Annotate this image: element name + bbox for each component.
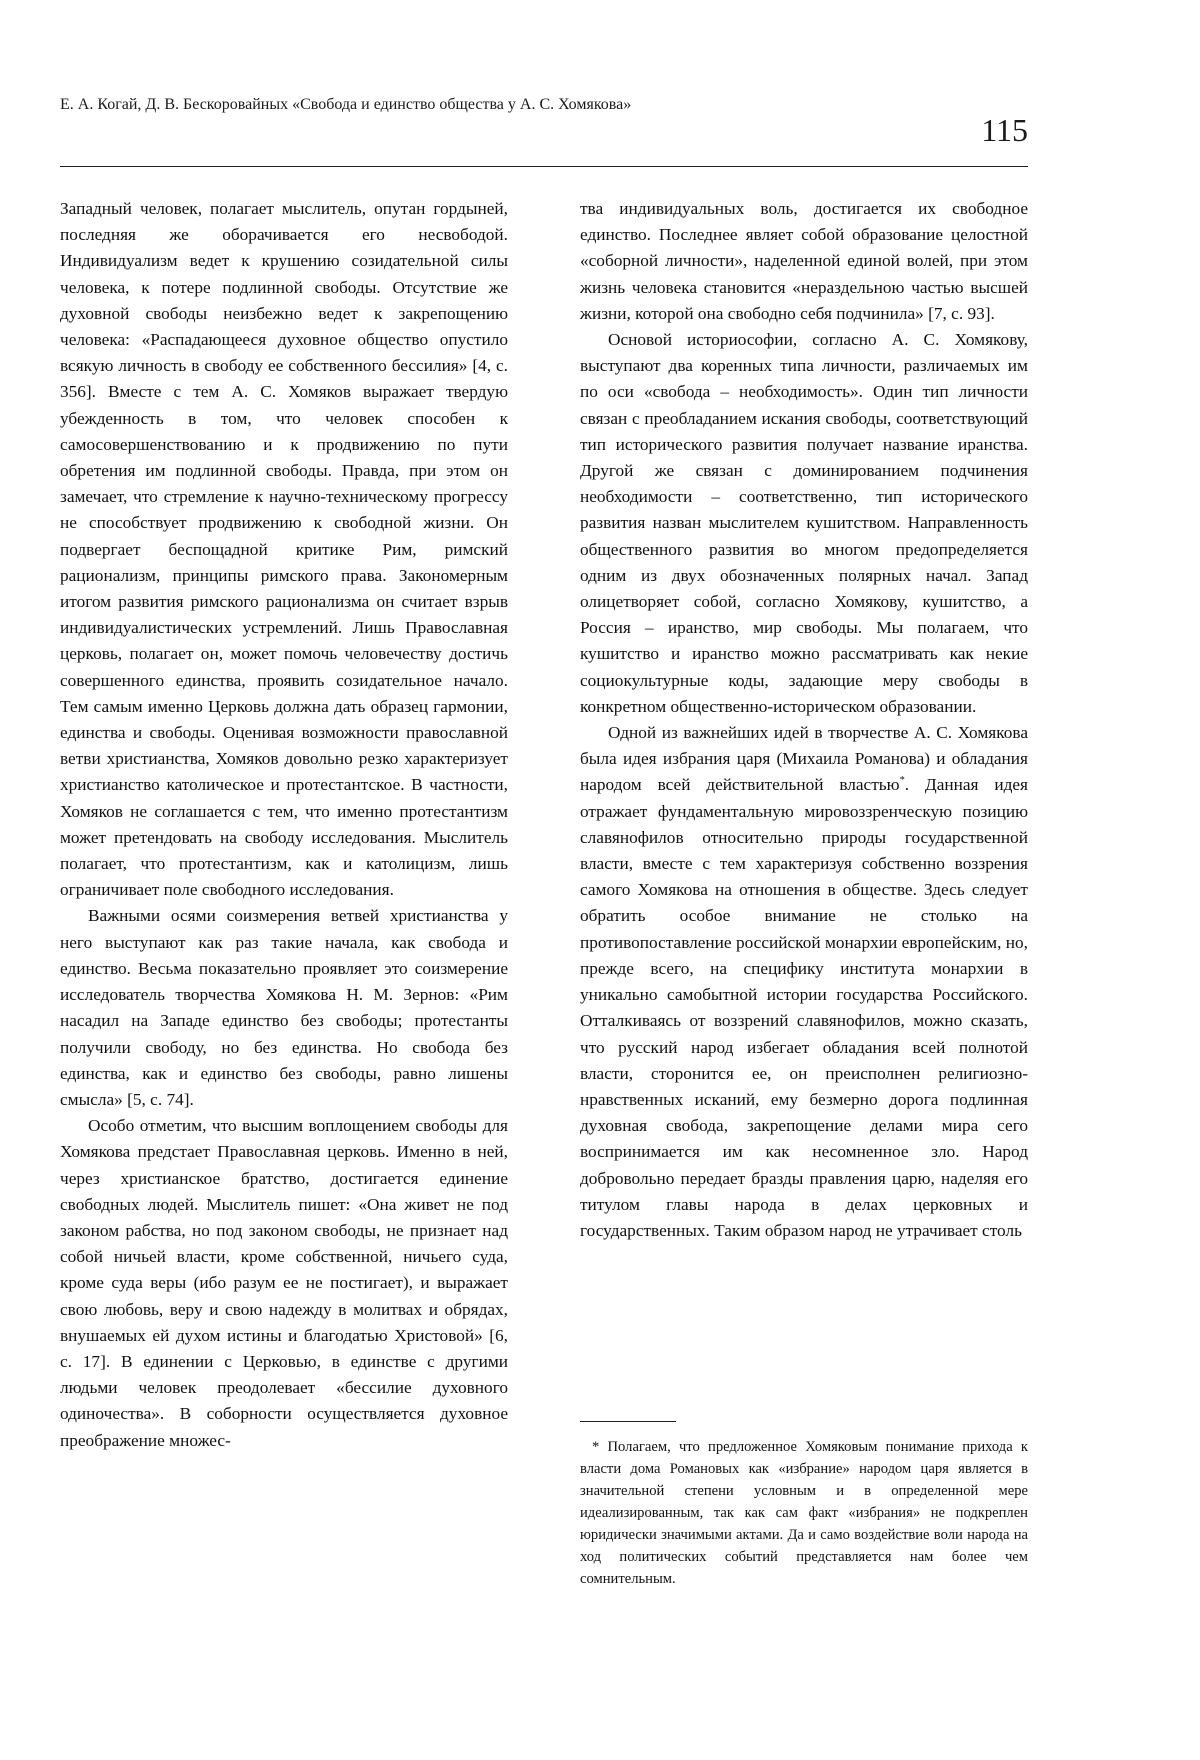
text-column-right: [580, 196, 1028, 1244]
paragraph-text: . Данная идея отражает фундаментальную мировоззренческую позицию славянофилов относительно природы государственной власти, вместе с тем характеризуя собственно воззрения самого Хомякова на отношения в обществе. Здесь следует обратить особое внимание не столько на противопоставление российской монархии европейским, но, прежде всего, на специфику института монархии в уникально самобытной истории государства Российского. Отталкиваясь от воззрений славянофилов, можно сказать, что русский народ избегает обладания всей полнотой власти, сторонится ее, он преисполнен религиозно-нравственных исканий, ему безмерно дорога подлинная духовная свобода, закрепощение делами мира сего воспринимается им как несомненное зло. Народ добровольно передает бразды правления царю, наделяя его титулом главы народа в делах церковных и государственных. Таким образом народ не утрачивает столь: [580, 775, 1028, 1240]
footnote: [580, 1436, 1028, 1590]
paragraph: Основой историософии, согласно А. С. Хомякову, выступают два коренных типа личности, различаемых им по оси «свобода – необходимость». Один тип личности связан с преобладанием искания свободы, соответствующий тип исторического развития получает название иранства. Другой же связан с доминированием подчинения необходимости – соответственно, тип исторического развития назван мыслителем кушитством. Направленность общественного развития во многом предопределяется одним из двух обозначенных полярных начал. Запад олицетворяет собой, согласно Хомякову, кушитство, а Россия – иранство, мир свободы. Мы полагаем, что кушитство и иранство можно рассматривать как некие социокультурные коды, задающие меру свободы в конкретном общественно-историческом образовании.: [580, 330, 1028, 716]
text-column-left: [60, 196, 508, 1454]
footnote-marker: *: [899, 775, 905, 787]
paragraph: [580, 720, 1028, 1244]
paragraph: тва индивидуальных воль, достигается их свободное единство. Последнее являет собой образование целостной «соборной личности», наделенной единой волей, при этом жизнь человека становится «нераздельною частью высшей жизни, которой она свободно себя подчинила» [7, с. 93].: [580, 199, 1028, 323]
paragraph: Западный человек, полагает мыслитель, опутан гордыней, последняя же оборачивается его несвободой. Индивидуализм ведет к крушению созидательной силы человека, к потере подлинной свободы. Отсутствие же духовной свободы неизбежно ведет к закрепощению человека: «Распадающееся духовное общество опустило всякую личность в свободу ее собственного бессилия» [4, с. 356]. Вместе с тем А. С. Хомяков выражает твердую убежденность в том, что человек способен к самосовершенствованию и к продвижению по пути обретения им подлинной свободы. Правда, при этом он замечает, что стремление к научно-техническому прогрессу не способствует продвижению к свободной жизни. Он подвергает беспощадной критике Рим, римский рационализм, принципы римского права. Закономерным итогом развития римского рационализма он считает взрыв индивидуалистических устремлений. Лишь Православная церковь, полагает он, может помочь человечеству достичь совершенного единства, проявить созидательное начало. Тем самым именно Церковь должна дать образец гармонии, единства и свободы. Оценивая возможности православной ветви христианства, Хомяков довольно резко характеризует христианство католическое и протестантское. В частности, Хомяков не соглашается с тем, что именно протестантизм может претендовать на свободу исследования. Мыслитель полагает, что протестантизм, как и католицизм, лишь ограничивает поле свободного исследования.: [60, 199, 508, 900]
footnote-rule: [580, 1421, 676, 1422]
header-rule: [60, 166, 1028, 167]
page-number: 115: [981, 112, 1028, 148]
footnote-text: * Полагаем, что предложенное Хомяковым понимание прихода к власти дома Романовых как «избрание» народом царя является в значительной степени условным и в определенной мере идеализированным, так как сам факт «избрания» не подкреплен юридически значимыми актами. Да и само воздействие воли народа на ход политических событий представляется нам более чем сомнительным.: [580, 1439, 1028, 1587]
paragraph-text: Одной из важнейших идей в творчестве А. С. Хомякова была идея избрания царя (Михаила Романова) и обладания народом всей действительной властью: [580, 723, 1028, 795]
paragraph: Особо отметим, что высшим воплощением свободы для Хомякова предстает Православная церковь. Именно в ней, через христианское братство, достигается единение свободных людей. Мыслитель пишет: «Она живет не под законом рабства, но под законом свободы, не признает над собой ничьей власти, кроме собственной, ничьего суда, кроме суда веры (ибо разум ее не постигает), и выражает свою любовь, веру и свою надежду в молитвах и обрядах, внушаемых ей духом истины и благодатью Христовой» [6, с. 17]. В единении с Церковью, в единстве с другими людьми человек преодолевает «бессилие духовного одиночества». В соборности осуществляется духовное преображение множес-: [60, 1116, 508, 1450]
running-title: Е. А. Когай, Д. В. Бескоровайных «Свобода и единство общества у А. С. Хомякова»: [60, 96, 632, 113]
paragraph: Важными осями соизмерения ветвей христианства у него выступают как раз такие начала, как свобода и единство. Весьма показательно проявляет это соизмерение исследователь творчества Хомякова Н. М. Зернов: «Рим насадил на Западе единство без свободы; протестанты получили свободу, но без единства. Но свобода без единства, как и единство без свободы, равно лишены смысла» [5, с. 74].: [60, 906, 508, 1109]
